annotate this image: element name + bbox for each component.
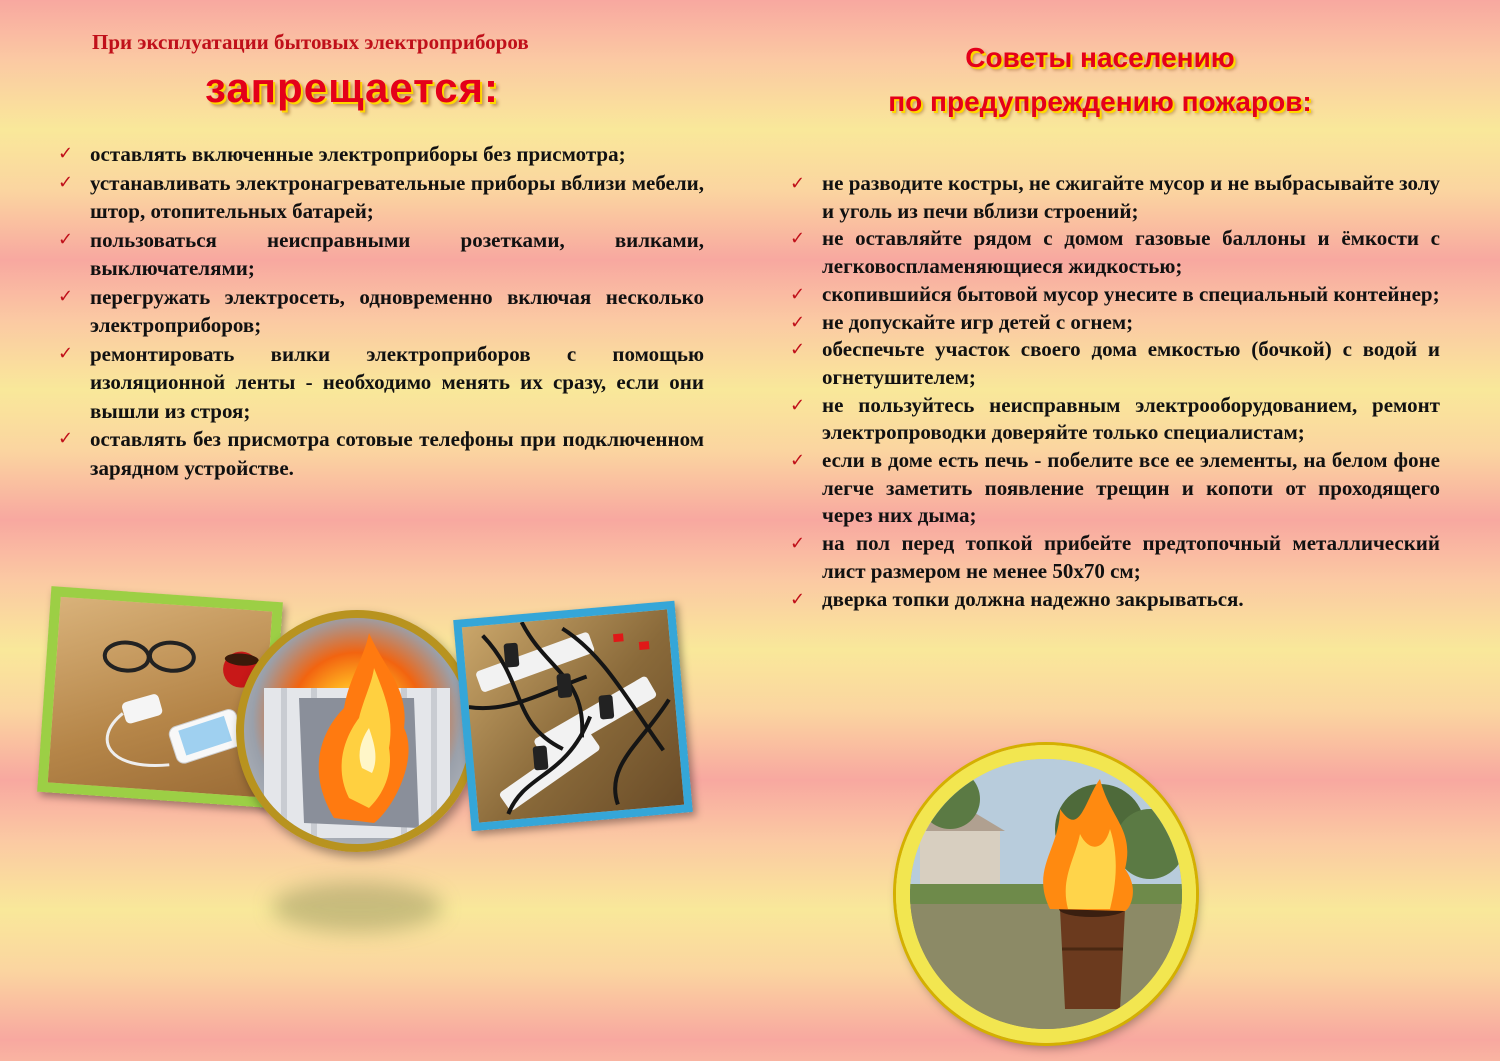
list-item — [790, 170, 1440, 225]
list-item — [58, 425, 704, 482]
checkmark-icon: ✓ — [58, 285, 74, 307]
list-item — [790, 281, 1440, 309]
checkmark-icon: ✓ — [790, 283, 806, 305]
list-item-text: скопившийся бытовой мусор унесите в специальный контейнер; — [822, 281, 1440, 306]
advice-title-line-1: Советы населению — [965, 42, 1235, 73]
list-item-text: оставлять включенные электроприборы без присмотра; — [90, 142, 626, 166]
burning-barrel-illustration — [910, 759, 1182, 1029]
list-item — [790, 336, 1440, 391]
overloaded-outlets-photo — [453, 601, 693, 832]
checkmark-icon: ✓ — [790, 228, 806, 250]
list-item — [790, 309, 1440, 337]
checkmark-icon: ✓ — [58, 171, 74, 193]
burning-barrel-photo — [896, 745, 1196, 1043]
list-item — [790, 530, 1440, 585]
list-item-text: ремонтировать вилки электроприборов с помощью изоляционной ленты - необходимо менять их сразу, если они вышли из строя; — [90, 341, 704, 423]
list-item-text: на пол перед топкой прибейте предтопочный металлический лист размером не менее 50х70 см; — [822, 531, 1440, 583]
checkmark-icon: ✓ — [58, 428, 74, 449]
list-item-text: не оставляйте рядом с домом газовые баллоны и ёмкости с легковоспламеняющиеся жидкостью; — [822, 226, 1440, 279]
list-item — [58, 340, 704, 426]
checkmark-icon: ✓ — [790, 311, 806, 333]
list-item — [58, 226, 704, 283]
forbidden-list — [58, 140, 704, 482]
checkmark-icon: ✓ — [790, 173, 806, 194]
checkmark-icon: ✓ — [790, 533, 806, 555]
list-item-text: устанавливать электронагревательные приборы вблизи мебели, штор, отопительных батарей; — [90, 170, 704, 223]
list-item — [790, 225, 1440, 280]
photo-shadow — [272, 882, 442, 932]
burning-towel-illustration — [244, 618, 470, 844]
list-item — [58, 283, 704, 340]
intro-text: При эксплуатации бытовых электроприборов — [92, 30, 529, 54]
forbidden-title: запрещается: — [205, 64, 500, 111]
list-item-text: дверка топки должна надежно закрываться. — [822, 586, 1244, 611]
list-item-text: если в доме есть печь - побелите все ее элементы, на белом фоне легче заметить появление трещин и копоти от проходящего через них дыма; — [822, 448, 1440, 528]
list-item — [790, 447, 1440, 530]
checkmark-icon: ✓ — [790, 339, 806, 361]
advice-title-line-2: по предупреждению пожаров: — [888, 86, 1312, 117]
list-item-text: не разводите костры, не сжигайте мусор и не выбрасывайте золу и уголь из печи вблизи строений; — [822, 171, 1440, 223]
advice-list — [790, 170, 1440, 613]
list-item — [58, 140, 704, 169]
list-item — [790, 586, 1440, 614]
list-item-text: оставлять без присмотра сотовые телефоны при подключенном зарядном устройстве. — [90, 427, 704, 480]
checkmark-icon: ✓ — [58, 228, 74, 250]
list-item — [790, 392, 1440, 447]
checkmark-icon: ✓ — [58, 342, 74, 364]
advice-title — [800, 36, 1400, 124]
checkmark-icon: ✓ — [58, 143, 74, 164]
list-item-text: перегружать электросеть, одновременно включая несколько электроприборов; — [90, 284, 704, 337]
list-item — [58, 169, 704, 226]
overloaded-outlets-illustration — [462, 609, 684, 822]
burning-towel-photo — [236, 610, 478, 852]
list-item-text: не пользуйтесь неисправным электрооборудованием, ремонт электропроводки доверяйте только специалистам; — [822, 392, 1440, 445]
checkmark-icon: ✓ — [790, 394, 806, 416]
checkmark-icon: ✓ — [790, 588, 806, 610]
list-item-text: пользоваться неисправными розетками, вилками, выключателями; — [90, 227, 704, 280]
phone-charging-illustration — [48, 597, 272, 797]
list-item-text: обеспечьте участок своего дома емкостью (бочкой) с водой и огнетушителем; — [822, 337, 1440, 389]
checkmark-icon: ✓ — [790, 450, 806, 472]
list-item-text: не допускайте игр детей с огнем; — [822, 309, 1134, 334]
